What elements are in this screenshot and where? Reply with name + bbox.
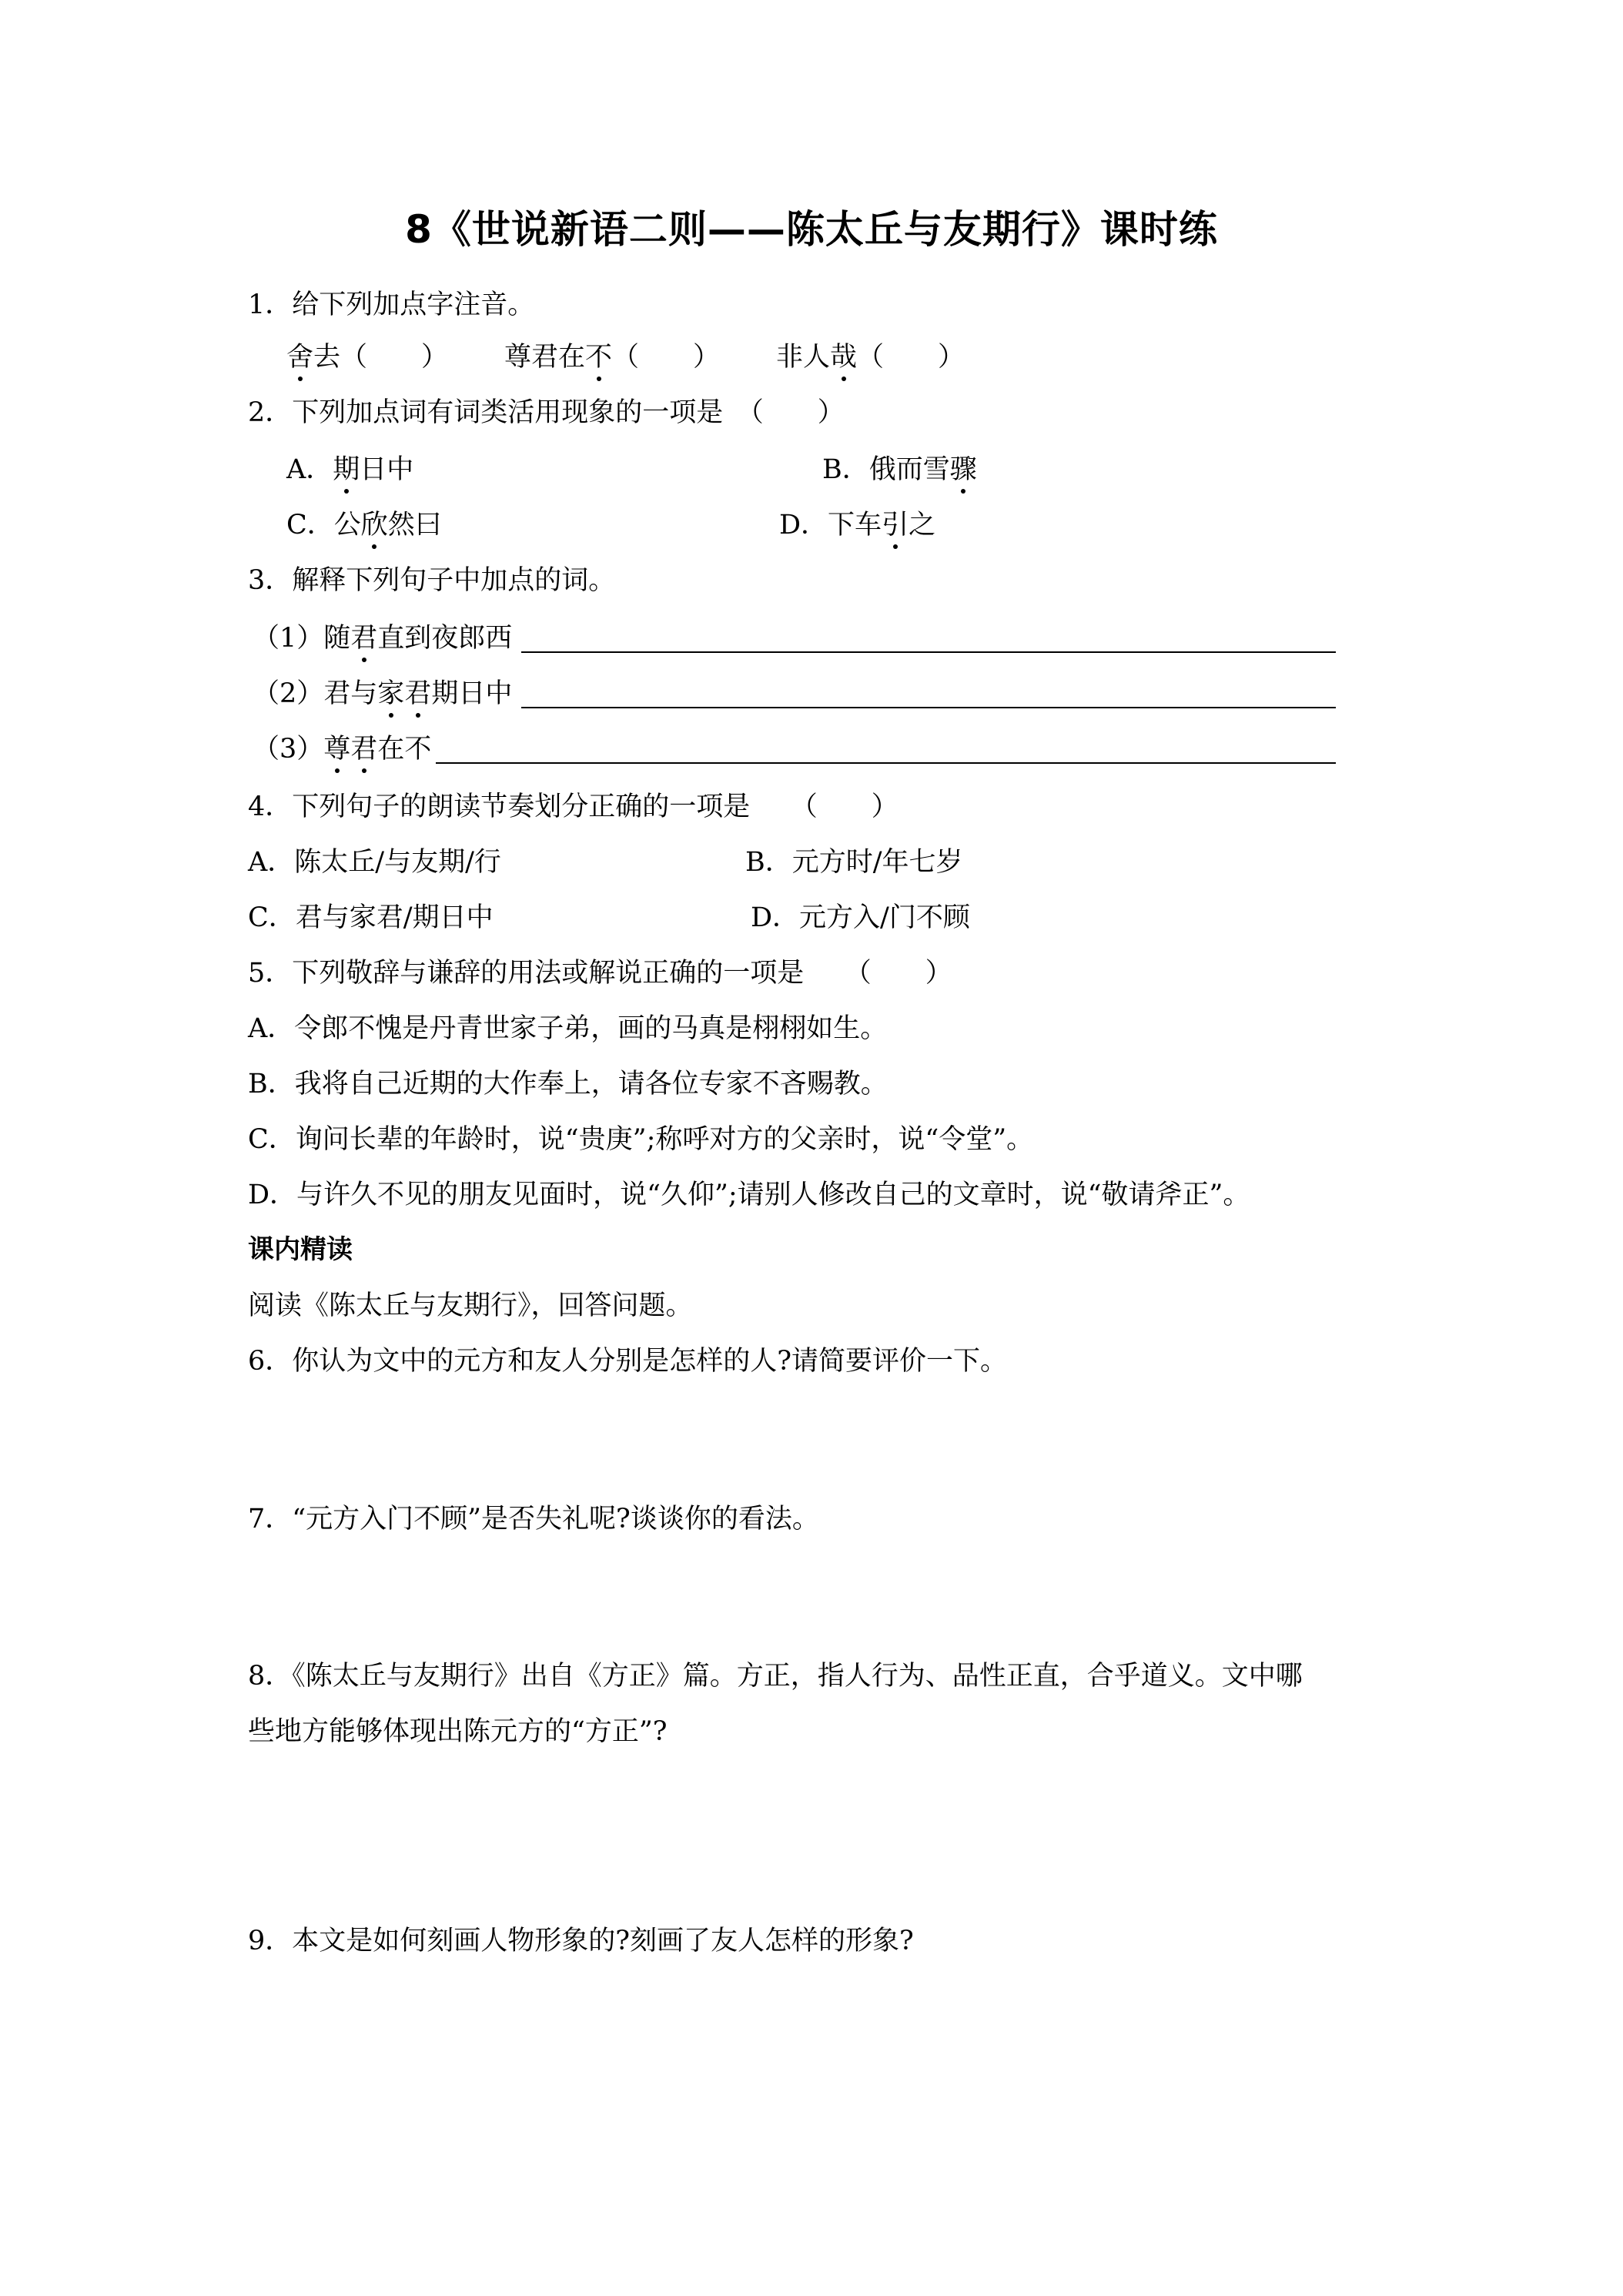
reading-instruction: 阅读《陈太丘与友期行》，回答问题。 (248, 1290, 693, 1321)
q8-stem-line-2: 些地方能够体现出陈元方的“方正”? (248, 1716, 668, 1747)
q4-option-d: D．元方入/门不顾 (751, 902, 970, 933)
q5-option-d: D．与许久不见的朋友见面时，说“久仰”;请别人修改自己的文章时，说“敬请斧正”。 (248, 1180, 1250, 1210)
q2-option-c: C．公欣然曰 (286, 510, 442, 541)
q2-option-b: B．俄而雪骤 (822, 454, 977, 485)
q1-item-2: 尊君在不（ ） (504, 342, 721, 373)
q3-item-3: （3）尊君在不 (253, 734, 432, 765)
page-title: 8《世说新语二则——陈太丘与友期行》课时练 (405, 207, 1218, 252)
q1-item-1: 舍去（ ） (286, 342, 449, 373)
q1-stem: 1．给下列加点字注音。 (248, 290, 535, 320)
q5-stem: 5．下列敬辞与谦辞的用法或解说正确的一项是 （ ） (248, 958, 952, 989)
q2-option-a: A．期日中 (286, 454, 414, 485)
q4-option-a: A．陈太丘/与友期/行 (248, 847, 501, 878)
q7-stem: 7．“元方入门不顾”是否失礼呢?谈谈你的看法。 (248, 1504, 819, 1535)
q4-option-b: B．元方时/年七岁 (745, 847, 963, 878)
section-heading: 课内精读 (248, 1234, 353, 1265)
q4-option-c: C．君与家君/期日中 (248, 902, 494, 933)
answer-blank-2[interactable] (521, 707, 1336, 708)
q2-stem: 2．下列加点词有词类活用现象的一项是 （ ） (248, 397, 845, 428)
q5-option-a: A．令郎不愧是丹青世家子弟，画的马真是栩栩如生。 (248, 1013, 888, 1044)
q6-stem: 6．你认为文中的元方和友人分别是怎样的人?请简要评价一下。 (248, 1346, 1008, 1377)
answer-blank-3[interactable] (436, 762, 1336, 764)
q2-option-d: D．下车引之 (779, 510, 936, 541)
q5-option-c: C．询问长辈的年龄时，说“贵庚”;称呼对方的父亲时，说“令堂”。 (248, 1124, 1034, 1155)
q1-item-3: 非人哉（ ） (776, 342, 965, 373)
q3-stem: 3．解释下列句子中加点的词。 (248, 565, 616, 596)
q3-item-1: （1）随君直到夜郎西 (253, 623, 513, 654)
q4-stem: 4．下列句子的朗读节奏划分正确的一项是 （ ） (248, 792, 899, 822)
q5-option-b: B．我将自己近期的大作奉上，请各位专家不吝赐教。 (248, 1069, 888, 1099)
q8-stem-line-1: 8．《陈太丘与友期行》出自《方正》篇。方正，指人行为、品性正直，合乎道义。文中哪 (248, 1661, 1303, 1692)
q3-item-2: （2）君与家君期日中 (253, 678, 513, 709)
answer-blank-1[interactable] (521, 651, 1336, 653)
q9-stem: 9．本文是如何刻画人物形象的?刻画了友人怎样的形象? (248, 1926, 914, 1956)
